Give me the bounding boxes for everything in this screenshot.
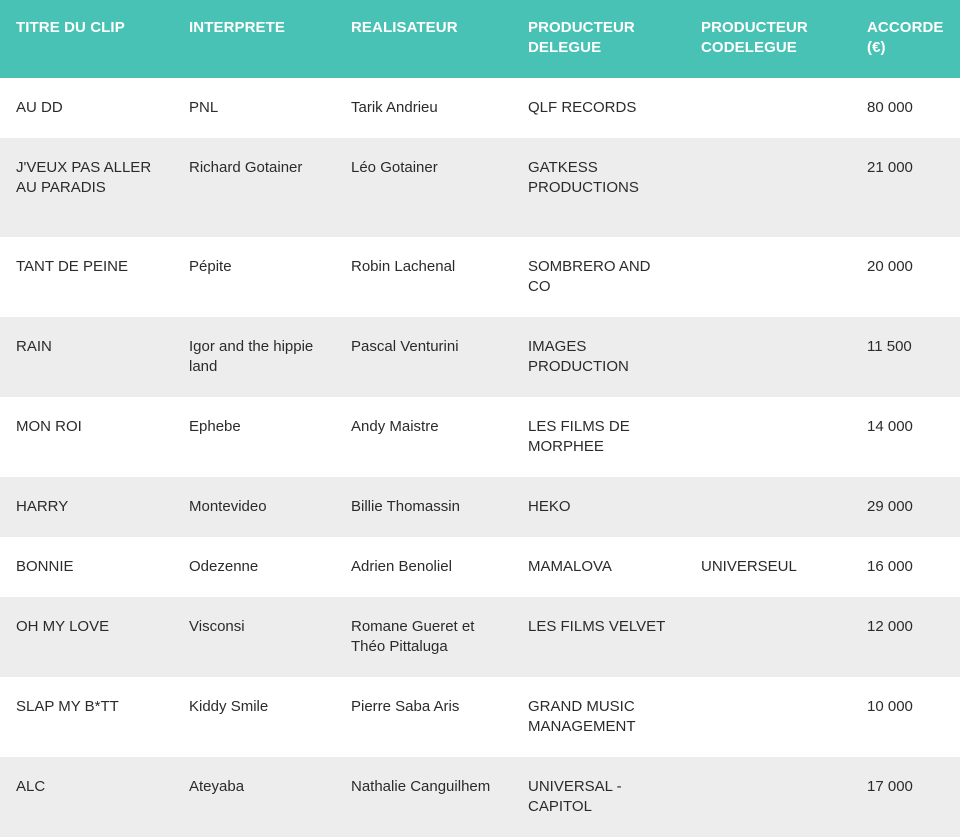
table-row [0,477,960,537]
cell-coproducer [685,757,851,837]
cell-amount: 14 000 [867,418,913,435]
cell-coproducer [685,78,851,138]
cell-title: AU DD [16,99,63,116]
cell-title: OH MY LOVE [16,618,110,635]
table-row [0,317,960,397]
header-producer: PRODUCTEUR DELEGUE [528,19,635,56]
cell-producer: HEKO [528,498,571,515]
cell-director: Léo Gotainer [351,159,438,176]
cell-producer: GRAND MUSIC MANAGEMENT [528,698,636,735]
cell-director: Pascal Venturini [351,338,459,355]
header-amount: ACCORDE (€) [867,19,944,56]
table-row [0,677,960,757]
cell-producer: SOMBRERO AND CO [528,258,651,295]
cell-director: Pierre Saba Aris [351,698,460,715]
cell-amount: 80 000 [867,99,913,116]
cell-amount: 10 000 [867,698,913,715]
cell-amount: 21 000 [867,159,913,176]
cell-director: Tarik Andrieu [351,99,438,116]
cell-title: BONNIE [16,558,74,575]
cell-director: Nathalie Canguilhem [351,778,491,795]
cell-coproducer [685,397,851,477]
cell-title: ALC [16,778,46,795]
cell-coproducer: UNIVERSEUL [701,558,797,575]
cell-coproducer [685,138,851,237]
cell-title: SLAP MY B*TT [16,698,119,715]
cell-artist: Richard Gotainer [189,159,303,176]
cell-amount: 11 500 [867,338,912,355]
cell-title: J'VEUX PAS ALLER AU PARADIS [16,159,152,196]
cell-artist: Visconsi [189,618,245,635]
cell-artist: PNL [189,99,219,116]
cell-producer: GATKESS PRODUCTIONS [528,159,639,196]
cell-artist: Igor and the hippie land [189,338,314,375]
cell-title: RAIN [16,338,52,355]
cell-title: HARRY [16,498,69,515]
cell-coproducer [685,317,851,397]
header-title: TITRE DU CLIP [16,19,125,36]
table-row [0,237,960,317]
cell-director: Romane Gueret et Théo Pittaluga [351,618,475,655]
table-row [0,138,960,237]
cell-director: Robin Lachenal [351,258,456,275]
cell-amount: 29 000 [867,498,913,515]
cell-artist: Montevideo [189,498,267,515]
cell-artist: Kiddy Smile [189,698,269,715]
cell-producer: IMAGES PRODUCTION [528,338,629,375]
cell-title: TANT DE PEINE [16,258,128,275]
cell-coproducer [685,677,851,757]
header-row [0,0,960,78]
header-artist: INTERPRETE [189,19,286,36]
cell-artist: Odezenne [189,558,259,575]
cell-producer: LES FILMS VELVET [528,618,666,635]
table-row [0,537,960,597]
cell-producer: LES FILMS DE MORPHEE [528,418,630,455]
table-header [0,0,960,78]
cell-artist: Pépite [189,258,232,275]
header-director: REALISATEUR [351,19,458,36]
cell-amount: 20 000 [867,258,913,275]
table-row [0,78,960,138]
cell-artist: Ateyaba [189,778,245,795]
cell-amount: 16 000 [867,558,913,575]
table-row [0,397,960,477]
cell-producer: QLF RECORDS [528,99,637,116]
cell-artist: Ephebe [189,418,241,435]
cell-coproducer [685,477,851,537]
cell-title: MON ROI [16,418,82,435]
cell-director: Andy Maistre [351,418,439,435]
table-body [0,78,960,837]
cell-director: Adrien Benoliel [351,558,452,575]
cell-producer: MAMALOVA [528,558,612,575]
cell-coproducer [685,237,851,317]
table-row [0,597,960,677]
cell-amount: 17 000 [867,778,913,795]
cell-amount: 12 000 [867,618,913,635]
header-coproducer: PRODUCTEUR CODELEGUE [701,19,808,56]
cell-producer: UNIVERSAL - CAPITOL [528,778,622,815]
table-row [0,757,960,837]
cell-coproducer [685,597,851,677]
cell-director: Billie Thomassin [351,498,460,515]
